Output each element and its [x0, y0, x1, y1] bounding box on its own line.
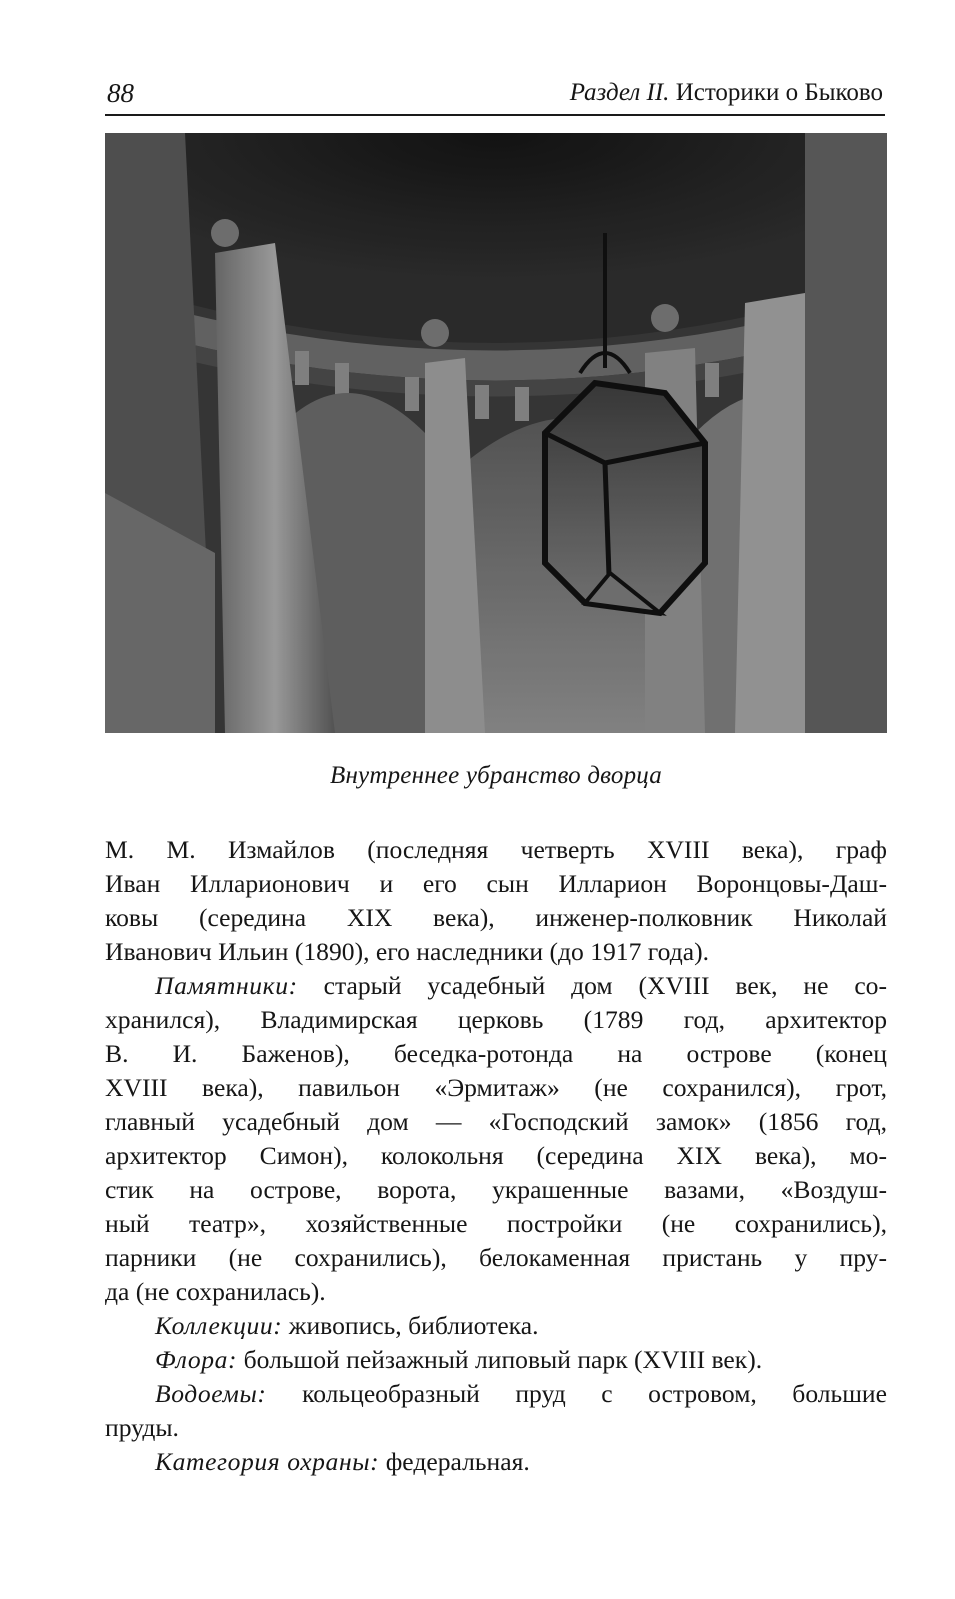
monuments-paragraph — [105, 969, 887, 1309]
water-first-line: кольцеобразный пруд с островом, большие — [302, 1379, 887, 1408]
text-line: да (не сохранилась). — [105, 1277, 326, 1306]
text-line — [105, 1343, 887, 1377]
text-line: ковы (середина XIX века), инженер-полковник Николай — [105, 903, 887, 932]
flora-text: большой пейзажный липовый парк (XVIII век). — [243, 1345, 763, 1374]
text-line — [105, 1445, 887, 1479]
text-line: ный театр», хозяйственные постройки (не сохранились), — [105, 1209, 887, 1238]
water-label: Водоемы: — [155, 1379, 267, 1408]
palace-interior-photo — [105, 133, 887, 733]
page-number: 88 — [107, 78, 134, 108]
text-line — [105, 1377, 887, 1411]
protection-text: федеральная. — [385, 1447, 530, 1476]
water-paragraph — [105, 1377, 887, 1445]
text-line: архитектор Симон), колокольня (середина XIX века), мо- — [105, 1141, 887, 1170]
flora-label: Флора: — [155, 1345, 238, 1374]
monuments-first-line: старый усадебный дом (XVIII век, не со- — [323, 971, 887, 1000]
collections-text: живопись, библиотека. — [288, 1311, 539, 1340]
text-line: Иванович Ильин (1890), его наследники (до 1917 года). — [105, 937, 710, 966]
collections-label: Коллекции: — [155, 1311, 283, 1340]
text-line: XVIII века), павильон «Эрмитаж» (не сохранился), грот, — [105, 1073, 887, 1102]
text-line: Иван Илларионович и его сын Илларион Воронцовы-Даш- — [105, 869, 887, 898]
text-line: М. М. Измайлов (последняя четверть XVIII века), граф — [105, 835, 887, 864]
owners-paragraph — [105, 833, 887, 969]
text-line: пруды. — [105, 1413, 179, 1442]
text-line — [105, 969, 887, 1003]
text-line — [105, 1309, 887, 1343]
section-label: Раздел II. — [569, 79, 670, 106]
collections-paragraph — [105, 1309, 887, 1343]
section-title: Историки о Быково — [675, 79, 883, 106]
text-line: В. И. Баженов), беседка-ротонда на острове (конец — [105, 1039, 887, 1068]
flora-paragraph — [105, 1343, 887, 1377]
text-line: стик на острове, ворота, украшенные вазами, «Воздуш- — [105, 1175, 887, 1204]
body-text — [105, 833, 887, 1479]
monuments-label: Памятники: — [155, 971, 298, 1000]
text-line: хранился), Владимирская церковь (1789 год, архитектор — [105, 1005, 887, 1034]
running-head — [570, 79, 883, 107]
protection-label: Категория охраны: — [155, 1447, 380, 1476]
protection-paragraph — [105, 1445, 887, 1479]
running-header — [105, 74, 885, 116]
text-line: главный усадебный дом — «Господский замок» (1856 год, — [105, 1107, 887, 1136]
text-line: парники (не сохранились), белокаменная пристань у пру- — [105, 1243, 887, 1272]
photo-caption: Внутреннее убранство дворца — [329, 762, 663, 789]
